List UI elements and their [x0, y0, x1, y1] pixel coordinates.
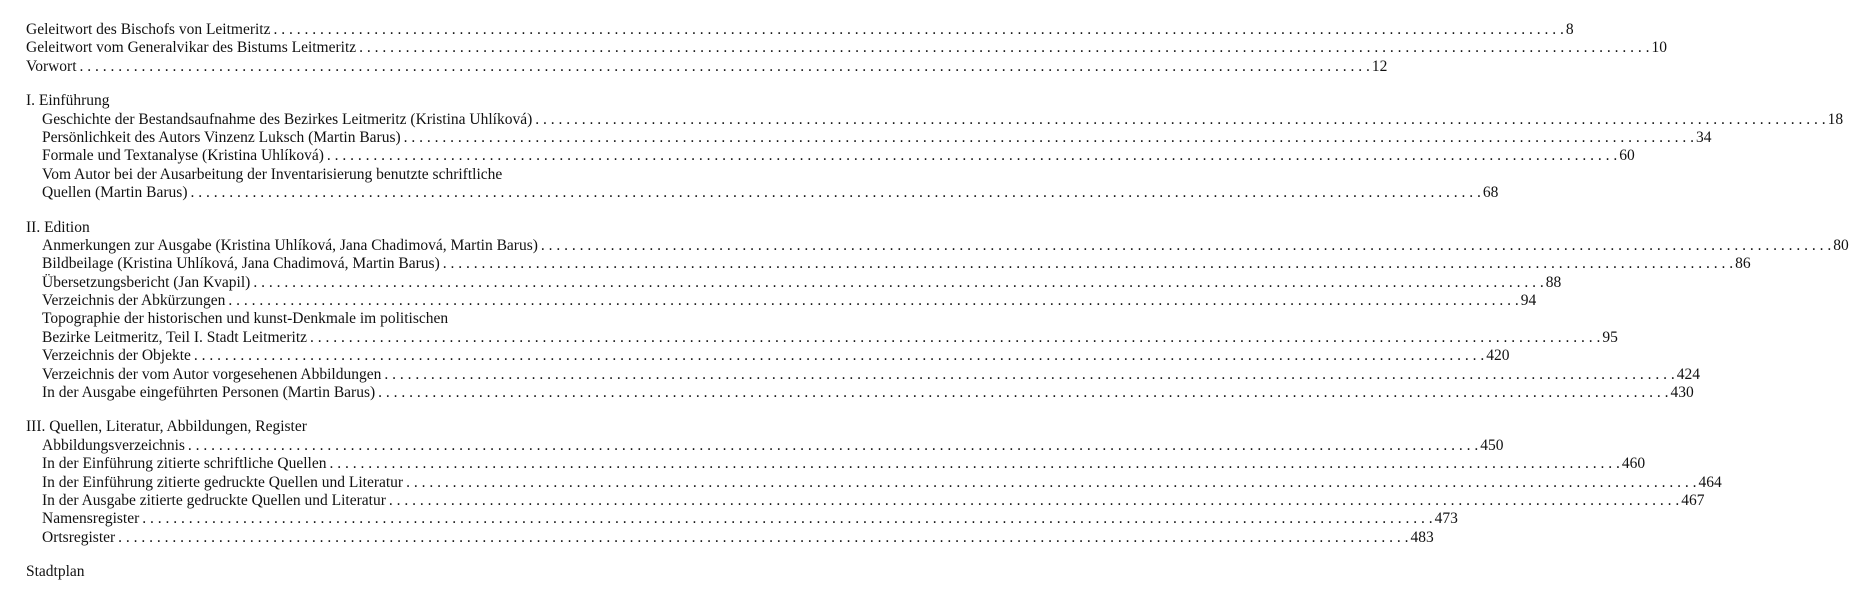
dot-leader	[191, 347, 1486, 365]
dot-leader	[440, 255, 1735, 273]
dot-leader	[185, 437, 1480, 455]
section-heading-quellen: III. Quellen, Literatur, Abbildungen, Register	[26, 418, 307, 436]
toc-entry-title: Ortsregister	[42, 528, 116, 546]
toc-entry	[26, 328, 1618, 347]
toc-entry-title: Vorwort	[26, 57, 77, 75]
toc-entry-title-line2: Bezirke Leitmeritz, Teil I. Stadt Leitmeritz	[42, 328, 308, 346]
toc-entry	[26, 436, 1504, 455]
toc-entry-title: Abbildungsverzeichnis	[42, 436, 185, 454]
toc-entry-title: Übersetzungsbericht (Jan Kvapil)	[42, 273, 251, 291]
toc-entry-vorwort	[26, 57, 1388, 76]
dot-leader	[225, 292, 1520, 310]
toc-entry-page: 424	[1676, 365, 1700, 383]
toc-entry-page: 18	[1827, 110, 1844, 128]
toc-entry-page: 10	[1651, 39, 1668, 57]
toc-entry-title: Namensregister	[42, 510, 140, 528]
toc-entry-geleitwort-generalvikar	[26, 39, 1668, 57]
toc-entry	[26, 273, 1562, 292]
dot-leader	[532, 111, 1827, 129]
toc-entry	[26, 491, 1705, 510]
toc-entry	[26, 528, 1434, 547]
toc-entry-title-line1: Topographie der historischen und kunst-Denkmale im politischen	[42, 310, 449, 328]
toc-entry-title-line1: Vom Autor bei der Ausarbeitung der Inventarisierung benutzte schriftliche	[42, 165, 503, 183]
toc-entry-page: 460	[1621, 455, 1646, 473]
toc-entry-title: In der Einführung zitierte schriftliche Quellen	[42, 455, 327, 473]
dot-leader	[381, 366, 1676, 384]
dot-leader	[250, 274, 1545, 292]
section-heading-edition: II. Edition	[26, 218, 90, 236]
toc-entry-title: In der Ausgabe eingeführten Personen (Martin Barus)	[42, 384, 376, 402]
dot-leader	[386, 492, 1681, 510]
toc-entry	[26, 184, 1499, 202]
toc-entry-page: 467	[1681, 491, 1705, 509]
dot-leader	[188, 184, 1483, 202]
toc-entry	[26, 365, 1700, 384]
toc-entry-title: Verzeichnis der Objekte	[42, 347, 191, 365]
section-heading-einfuehrung: I. Einführung	[26, 92, 110, 110]
dot-leader	[271, 21, 1566, 39]
dot-leader	[356, 39, 1651, 57]
toc-entry	[26, 473, 1722, 492]
toc-entry-page: 94	[1520, 292, 1537, 310]
section-heading-stadtplan: Stadtplan	[26, 563, 85, 581]
toc-entry-title: Verzeichnis der vom Autor vorgesehenen Abbildungen	[42, 365, 382, 383]
toc-entry	[26, 384, 1694, 402]
toc-entry-page: 88	[1545, 273, 1562, 291]
toc-entry-title: Geleitwort vom Generalvikar des Bistums Leitmeritz	[26, 39, 357, 57]
toc-entry-page: 8	[1565, 21, 1574, 38]
toc-entry-page: 86	[1735, 255, 1751, 273]
dot-leader	[307, 329, 1602, 347]
dot-leader	[77, 58, 1372, 76]
toc-entry	[26, 347, 1510, 365]
toc-entry	[26, 510, 1458, 528]
toc-entry-title: In der Ausgabe zitierte gedruckte Quellen und Literatur	[42, 491, 386, 509]
dot-leader	[324, 147, 1619, 165]
toc-entry-page: 450	[1480, 436, 1504, 454]
toc-entry-page: 68	[1482, 184, 1499, 202]
toc-entry-title: Bildbeilage (Kristina Uhlíková, Jana Chadimová, Martin Barus)	[42, 255, 440, 273]
toc-entry-title: Geschichte der Bestandsaufnahme des Bezirkes Leitmeritz (Kristina Uhlíková)	[42, 110, 533, 128]
toc-entry	[26, 255, 1751, 273]
toc-entry-title-line2: Quellen (Martin Barus)	[42, 184, 188, 202]
toc-entry-title: Verzeichnis der Abkürzungen	[42, 292, 226, 310]
toc-entry-page: 473	[1434, 510, 1458, 528]
dot-leader	[375, 384, 1670, 402]
dot-leader	[403, 474, 1698, 492]
toc-entry	[26, 455, 1646, 473]
toc-entry-page: 34	[1696, 128, 1712, 146]
toc-entry-page: 12	[1371, 57, 1388, 75]
dot-leader	[327, 455, 1622, 473]
toc-entry-title: Formale und Textanalyse (Kristina Uhlíková)	[42, 147, 324, 165]
dot-leader	[139, 510, 1434, 528]
dot-leader	[538, 237, 1833, 255]
toc-entry-page: 430	[1670, 384, 1694, 402]
toc-entry-geleitwort-bischof	[26, 21, 1574, 39]
toc-entry-title: In der Einführung zitierte gedruckte Quellen und Literatur	[42, 473, 404, 491]
toc-entry	[26, 128, 1712, 147]
toc-entry	[26, 147, 1635, 165]
toc-entry-page: 60	[1619, 147, 1635, 165]
toc-entry-title: Anmerkungen zur Ausgabe (Kristina Uhlíková, Jana Chadimová, Martin Barus)	[42, 236, 538, 254]
toc-entry	[26, 292, 1537, 310]
toc-entry-title: Persönlichkeit des Autors Vinzenz Luksch (Martin Barus)	[42, 128, 401, 146]
toc-entry-page: 483	[1410, 528, 1434, 546]
dot-leader	[115, 529, 1410, 547]
toc-entry	[26, 110, 1844, 129]
toc-entry-title: Geleitwort des Bischofs von Leitmeritz	[26, 21, 271, 38]
toc-entry-page: 95	[1602, 328, 1618, 346]
toc-entry-page: 420	[1486, 347, 1510, 365]
toc-entry	[26, 236, 1849, 255]
toc-entry-page: 80	[1833, 236, 1849, 254]
dot-leader	[401, 129, 1696, 147]
toc-entry-page: 464	[1698, 473, 1722, 491]
table-of-contents	[26, 21, 1849, 582]
